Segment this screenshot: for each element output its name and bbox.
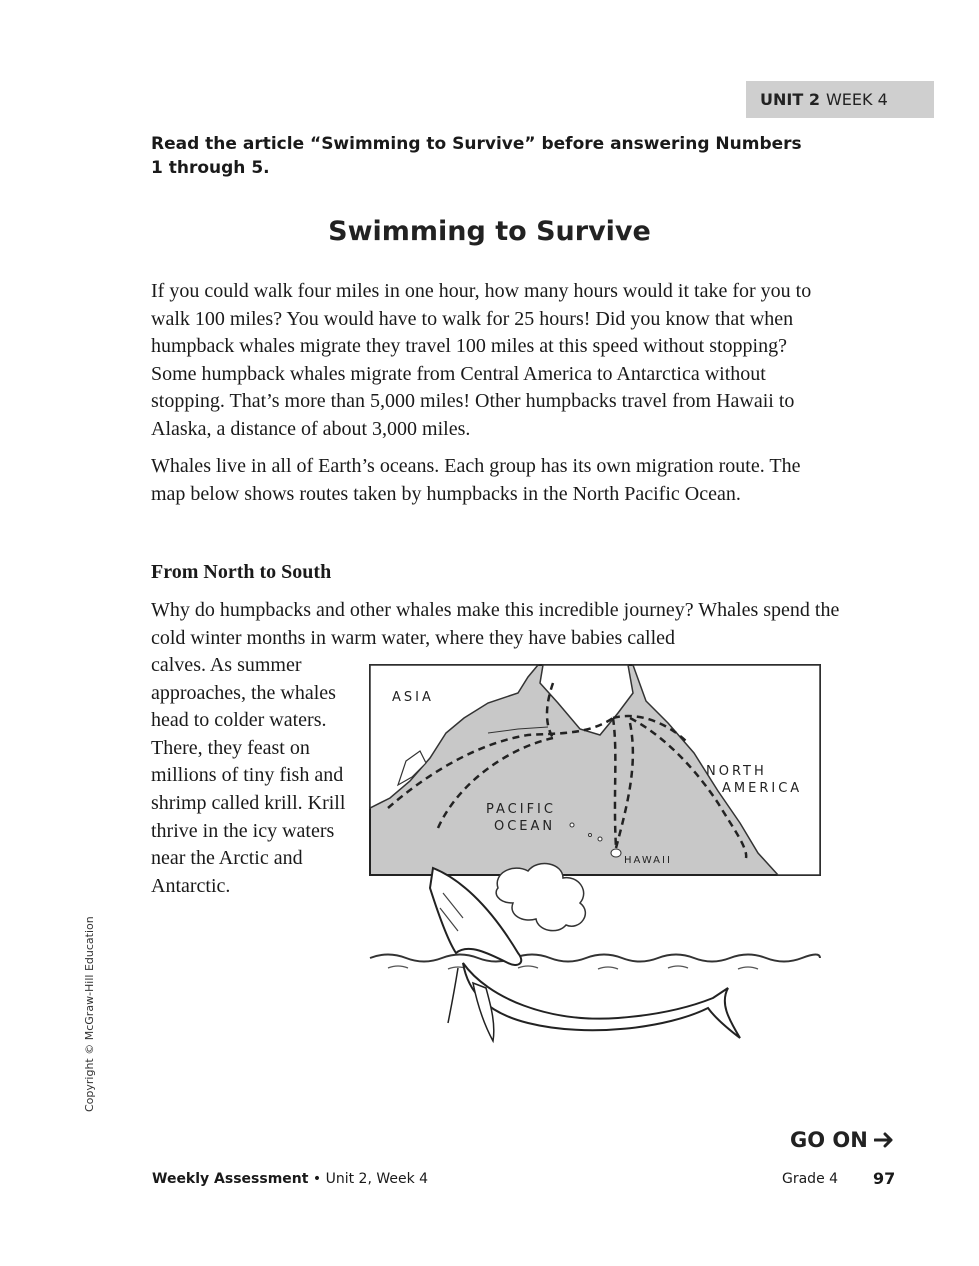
go-on-label: GO ON — [790, 1128, 868, 1152]
page-number: 97 — [873, 1169, 896, 1188]
article-title: Swimming to Survive — [328, 216, 651, 247]
unit-week-tab — [746, 81, 934, 118]
paragraph-4: calves. As summer approaches, the whales head to colder waters. There, they feast on millions of tiny fish and shrimp called krill. Krill thrive in the icy waters near the Arctic and Antarctic. — [151, 654, 346, 897]
label-hawaii: HAWAII — [624, 855, 672, 866]
label-asia: ASIA — [392, 690, 434, 705]
subheading: From North to South — [151, 561, 332, 583]
unit-label: UNIT 2 — [760, 90, 820, 109]
footer-assessment-title: Weekly Assessment — [152, 1171, 309, 1187]
paragraph-2: Whales live in all of Earth’s oceans. Each group has its own migration route. The map below shows routes taken by humpbacks in the North Pacific Ocean. — [151, 455, 801, 505]
label-north: NORTH — [706, 764, 767, 779]
migration-map — [368, 663, 822, 1048]
instructions: Read the article “Swimming to Survive” before answering Numbers 1 through 5. — [151, 134, 802, 178]
go-on-indicator — [790, 1128, 894, 1152]
footer-assessment — [152, 1171, 428, 1187]
paragraph-3: Why do humpbacks and other whales make this incredible journey? Whales spend the cold winter months in warm water, where they have babies called — [151, 599, 840, 649]
label-america: AMERICA — [722, 781, 803, 796]
footer-assessment-unit: • Unit 2, Week 4 — [308, 1171, 429, 1187]
hawaii-islet — [598, 837, 602, 841]
label-ocean: OCEAN — [494, 819, 556, 834]
label-pacific: PACIFIC — [486, 802, 556, 817]
water-surface — [370, 955, 820, 962]
map-illustration — [368, 663, 822, 1048]
copyright-notice: Copyright © McGraw-Hill Education — [83, 916, 96, 1112]
hawaii-island — [611, 849, 621, 857]
arrow-right-icon — [874, 1132, 894, 1148]
paragraph-1: If you could walk four miles in one hour, how many hours would it take for you to walk 100 miles? You would have to walk for 25 hours! Did you know that when humpback whales migrate they travel 100 miles at this speed without stopping? Some humpback whales migrate from Central America to Antarctica without stopping. That’s more than 5,000 miles! Other humpbacks travel from Hawaii to Alaska, a distance of about 3,000 miles. — [151, 280, 812, 440]
whale-underwater — [463, 963, 740, 1038]
week-label: WEEK 4 — [825, 90, 888, 109]
footer-grade: Grade 4 — [782, 1171, 839, 1187]
